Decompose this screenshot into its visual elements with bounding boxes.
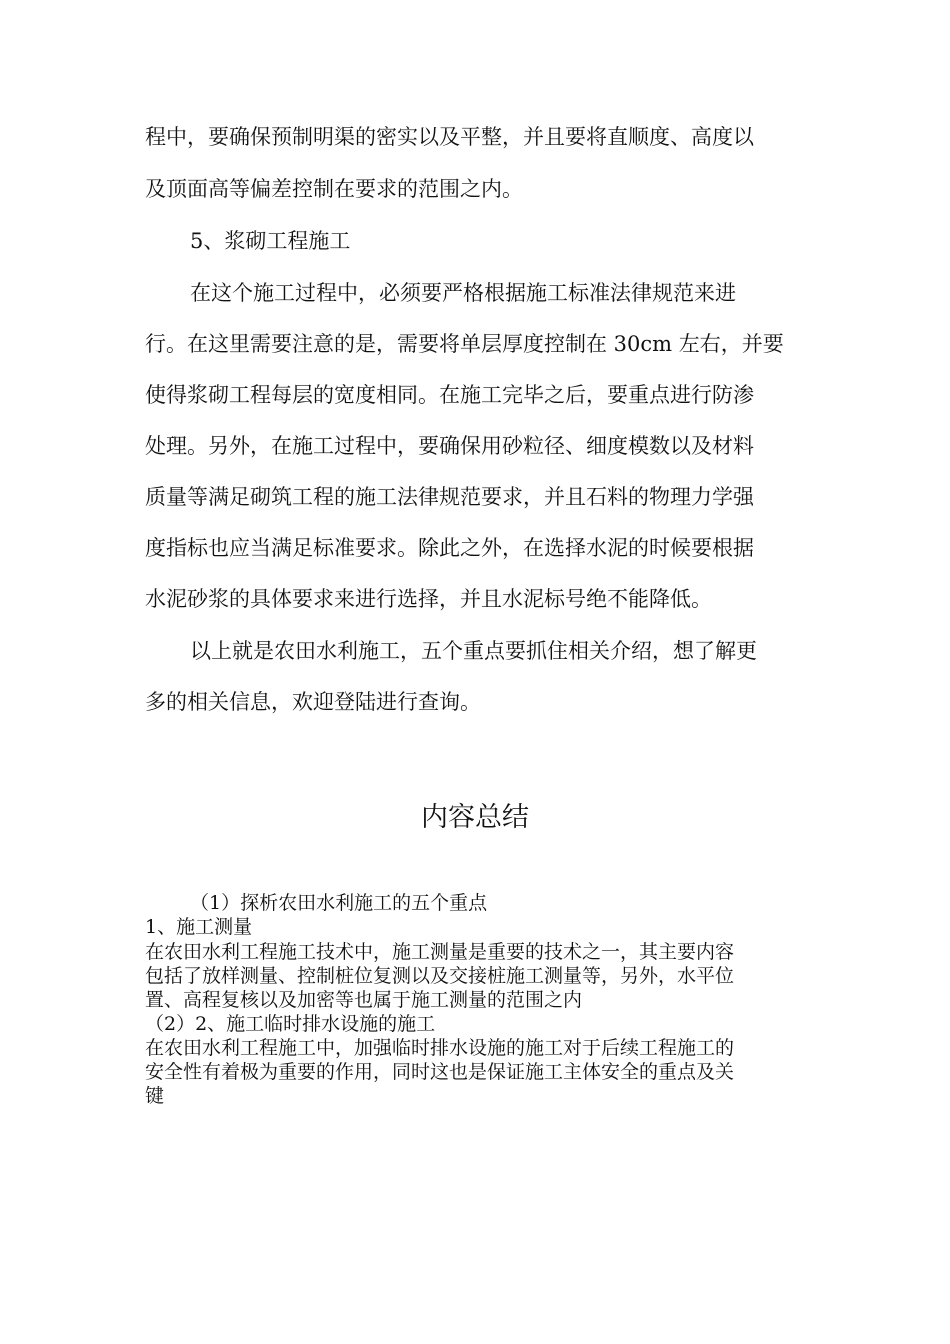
section-heading: 5、浆砌工程施工 [190, 229, 351, 253]
body-line: 及顶面高等偏差控制在要求的范围之内。 [145, 177, 523, 201]
body-line: 以上就是农田水利施工，五个重点要抓住相关介绍，想了解更 [190, 639, 757, 663]
body-line: 水泥砂浆的具体要求来进行选择，并且水泥标号绝不能降低。 [145, 587, 712, 611]
summary-line: 置、高程复核以及加密等也属于施工测量的范围之内 [145, 989, 583, 1011]
body-line: 在这个施工过程中，必须要严格根据施工标准法律规范来进 [190, 281, 736, 305]
summary-line: （2）2、施工临时排水设施的施工 [145, 1013, 436, 1035]
summary-line: 在农田水利工程施工中，加强临时排水设施的施工对于后续工程施工的 [145, 1037, 735, 1059]
summary-line: （1）探析农田水利施工的五个重点 [190, 892, 488, 914]
body-line: 多的相关信息，欢迎登陆进行查询。 [145, 690, 481, 714]
body-line: 使得浆砌工程每层的宽度相同。在施工完毕之后，要重点进行防渗 [145, 383, 754, 407]
summary-title: 内容总结 [421, 802, 529, 833]
body-line: 度指标也应当满足标准要求。除此之外，在选择水泥的时候要根据 [145, 536, 754, 560]
summary-line: 包括了放样测量、控制桩位复测以及交接桩施工测量等，另外，水平位 [145, 965, 735, 987]
body-line: 质量等满足砌筑工程的施工法律规范要求，并且石料的物理力学强 [145, 485, 754, 509]
summary-line: 键 [145, 1085, 165, 1107]
summary-line: 安全性有着极为重要的作用，同时这也是保证施工主体安全的重点及关 [145, 1061, 735, 1083]
summary-line: 在农田水利工程施工技术中，施工测量是重要的技术之一，其主要内容 [145, 941, 735, 963]
body-line: 处理。另外，在施工过程中，要确保用砂粒径、细度模数以及材料 [145, 434, 754, 458]
body-line: 行。在这里需要注意的是，需要将单层厚度控制在 30cm 左右，并要 [145, 332, 784, 356]
body-line: 程中，要确保预制明渠的密实以及平整，并且要将直顺度、高度以 [145, 125, 754, 149]
summary-line: 1、施工测量 [145, 916, 253, 938]
